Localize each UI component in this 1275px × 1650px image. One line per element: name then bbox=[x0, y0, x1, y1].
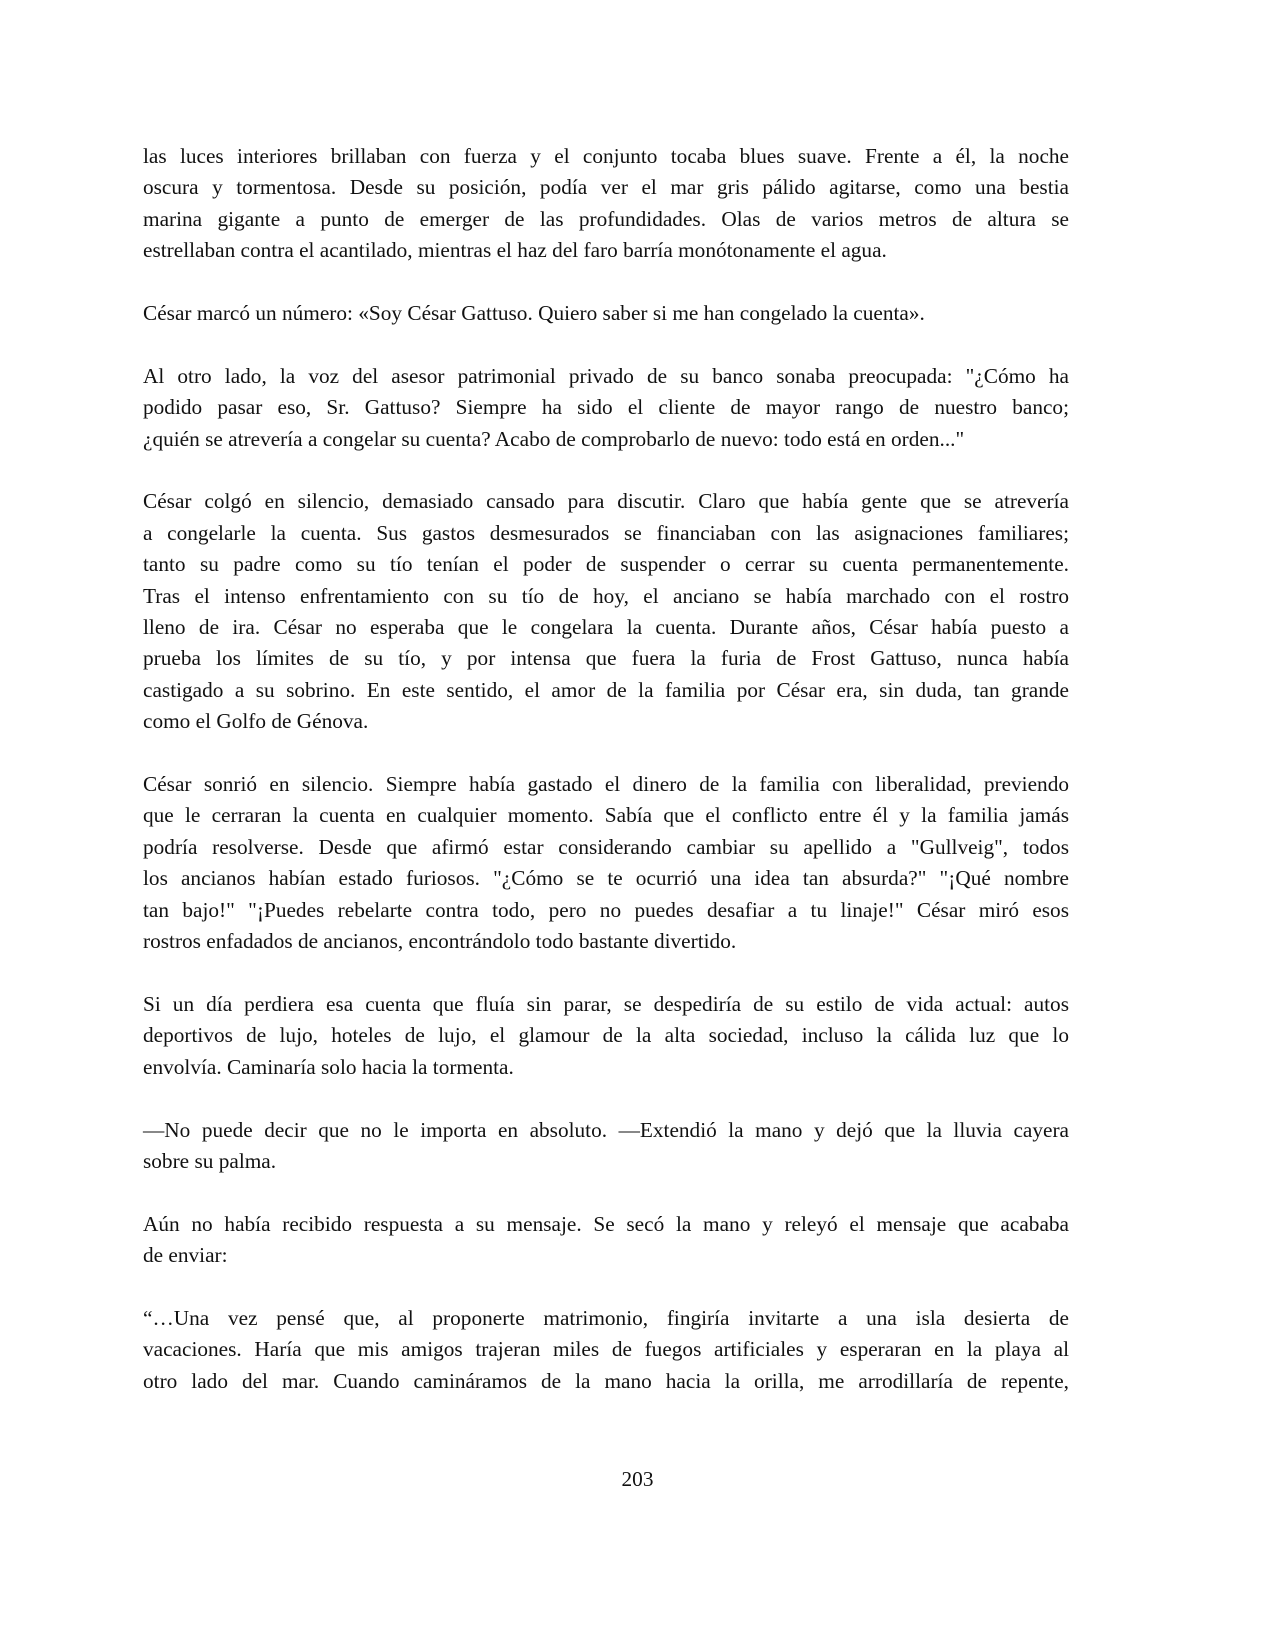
page-number: 203 bbox=[621, 1467, 654, 1491]
text-line: rostros enfadados de ancianos, encontrándolo todo bastante divertido. bbox=[143, 929, 737, 954]
text-line: sobre su palma. bbox=[143, 1148, 277, 1173]
text-line: de enviar: bbox=[143, 1243, 228, 1268]
text-line: Aún no había recibido respuesta a su mensaje. Se secó la mano y releyó el mensaje que acababa bbox=[143, 1211, 1069, 1236]
text-line: las luces interiores brillaban con fuerza y el conjunto tocaba blues suave. Frente a él, la noche bbox=[143, 144, 1069, 168]
text-line: Tras el intenso enfrentamiento con su tío de hoy, el anciano se había marchado con el rostro bbox=[143, 583, 1069, 608]
paragraph bbox=[143, 1115, 1069, 1178]
text-line: Si un día perdiera esa cuenta que fluía sin parar, se despediría de su estilo de vida actual: autos bbox=[143, 991, 1069, 1016]
text-line: que le cerraran la cuenta en cualquier momento. Sabía que el conflicto entre él y la familia jamás bbox=[143, 803, 1069, 828]
text-line: prueba los límites de su tío, y por intensa que fuera la furia de Frost Gattuso, nunca había bbox=[143, 646, 1069, 671]
paragraph bbox=[143, 1303, 1069, 1397]
text-line: podría resolverse. Desde que afirmó estar considerando cambiar su apellido a "Gullveig", todos bbox=[143, 834, 1069, 859]
text-line: deportivos de lujo, hoteles de lujo, el glamour de la alta sociedad, incluso la cálida luz que lo bbox=[143, 1023, 1069, 1048]
text-line: marina gigante a punto de emerger de las profundidades. Olas de varios metros de altura se bbox=[143, 206, 1069, 231]
text-line: ¿quién se atrevería a congelar su cuenta? Acabo de comprobarlo de nuevo: todo está en orden..." bbox=[143, 426, 965, 451]
text-line: “…Una vez pensé que, al proponerte matrimonio, fingiría invitarte a una isla desierta de bbox=[143, 1305, 1069, 1330]
text-line: César marcó un número: «Soy César Gattuso. Quiero saber si me han congelado la cuenta». bbox=[143, 301, 925, 326]
paragraph bbox=[143, 486, 1069, 737]
paragraph bbox=[143, 361, 1069, 455]
paragraph bbox=[143, 298, 1069, 329]
text-line: a congelarle la cuenta. Sus gastos desmesurados se financiaban con las asignaciones familiares; bbox=[143, 520, 1069, 545]
text-line: César colgó en silencio, demasiado cansado para discutir. Claro que había gente que se atrevería bbox=[143, 489, 1069, 514]
text-line: César sonrió en silencio. Siempre había gastado el dinero de la familia con liberalidad, previendo bbox=[143, 772, 1069, 797]
text-line: castigado a su sobrino. En este sentido, el amor de la familia por César era, sin duda, tan grande bbox=[143, 677, 1069, 702]
text-line: oscura y tormentosa. Desde su posición, podía ver el mar gris pálido agitarse, como una bestia bbox=[143, 175, 1069, 200]
paragraph bbox=[143, 1209, 1069, 1272]
text-line: otro lado del mar. Cuando camináramos de la mano hacia la orilla, me arrodillaría de repente, bbox=[143, 1368, 1069, 1393]
text-line: vacaciones. Haría que mis amigos trajeran miles de fuegos artificiales y esperaran en la playa al bbox=[143, 1337, 1069, 1362]
paragraph bbox=[143, 989, 1069, 1083]
paragraph bbox=[143, 769, 1069, 957]
text-line: como el Golfo de Génova. bbox=[143, 709, 369, 734]
text-line: estrellaban contra el acantilado, mientras el haz del faro barría monótonamente el agua. bbox=[143, 238, 887, 263]
text-line: envolvía. Caminaría solo hacia la tormenta. bbox=[143, 1054, 514, 1079]
text-line: tan bajo!" "¡Puedes rebelarte contra todo, pero no puedes desafiar a tu linaje!" César miró esos bbox=[143, 897, 1069, 922]
text-line: Al otro lado, la voz del asesor patrimonial privado de su banco sonaba preocupada: "¿Cómo ha bbox=[143, 363, 1069, 388]
text-line: podido pasar eso, Sr. Gattuso? Siempre ha sido el cliente de mayor rango de nuestro banco; bbox=[143, 395, 1069, 420]
page-body bbox=[143, 141, 1069, 1429]
text-line: tanto su padre como su tío tenían el poder de suspender o cerrar su cuenta permanentemente. bbox=[143, 552, 1069, 577]
text-line: los ancianos habían estado furiosos. "¿Cómo se te ocurrió una idea tan absurda?" "¡Qué nombre bbox=[143, 866, 1069, 891]
text-line: lleno de ira. César no esperaba que le congelara la cuenta. Durante años, César había puesto a bbox=[143, 615, 1069, 640]
paragraph bbox=[143, 141, 1069, 267]
text-line: —No puede decir que no le importa en absoluto. —Extendió la mano y dejó que la lluvia cayera bbox=[143, 1117, 1069, 1142]
